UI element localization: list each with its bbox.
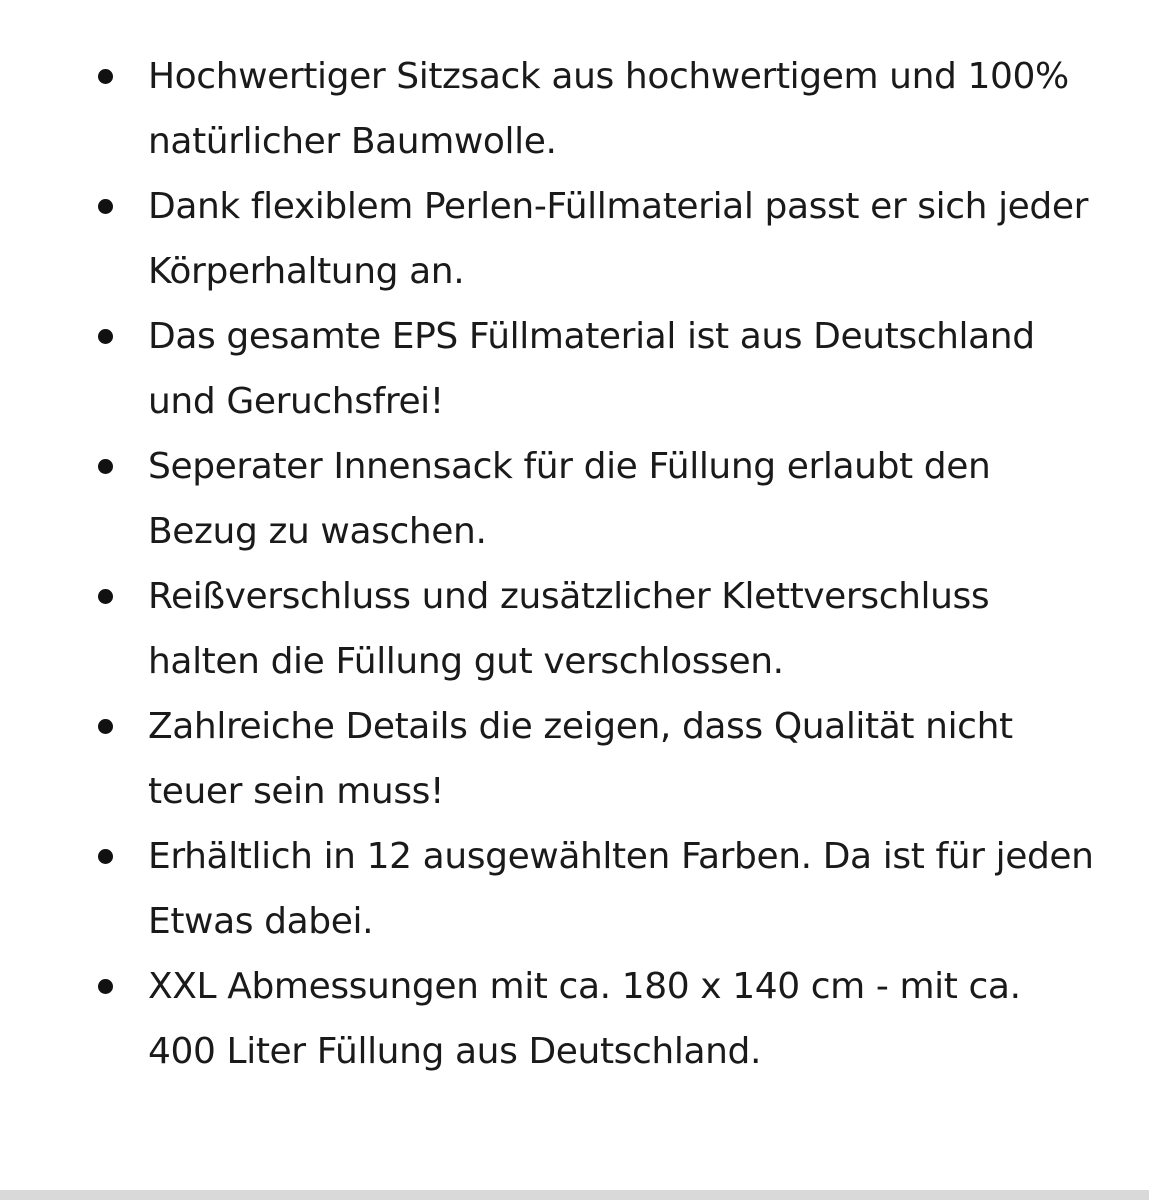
list-item [148, 174, 1098, 304]
bullet-icon [98, 849, 113, 864]
list-item [148, 954, 1098, 1084]
list-item [148, 434, 1098, 564]
list-item [148, 824, 1098, 954]
feature-list [0, 44, 1098, 1084]
bottom-divider [0, 1190, 1149, 1200]
feature-text: Dank flexiblem Perlen-Füllmaterial passt er sich jeder Körperhaltung an. [148, 186, 1089, 292]
feature-text: Hochwertiger Sitzsack aus hochwertigem und 100% natürlicher Baumwolle. [148, 56, 1069, 162]
feature-text: Reißverschluss und zusätzlicher Klettverschluss halten die Füllung gut verschlossen. [148, 576, 990, 682]
bullet-icon [98, 329, 113, 344]
bullet-icon [98, 69, 113, 84]
list-item [148, 564, 1098, 694]
list-item [148, 694, 1098, 824]
bullet-icon [98, 199, 113, 214]
feature-text: Erhältlich in 12 ausgewählten Farben. Da ist für jeden Etwas dabei. [148, 836, 1094, 942]
bullet-icon [98, 979, 113, 994]
feature-text: XXL Abmessungen mit ca. 180 x 140 cm - mit ca. 400 Liter Füllung aus Deutschland. [148, 966, 1021, 1072]
feature-text: Das gesamte EPS Füllmaterial ist aus Deutschland und Geruchsfrei! [148, 316, 1035, 422]
bullet-icon [98, 719, 113, 734]
list-item [148, 304, 1098, 434]
feature-text: Zahlreiche Details die zeigen, dass Qualität nicht teuer sein muss! [148, 706, 1013, 812]
feature-text: Seperater Innensack für die Füllung erlaubt den Bezug zu waschen. [148, 446, 991, 552]
list-item [148, 44, 1098, 174]
bullet-icon [98, 589, 113, 604]
bullet-icon [98, 459, 113, 474]
